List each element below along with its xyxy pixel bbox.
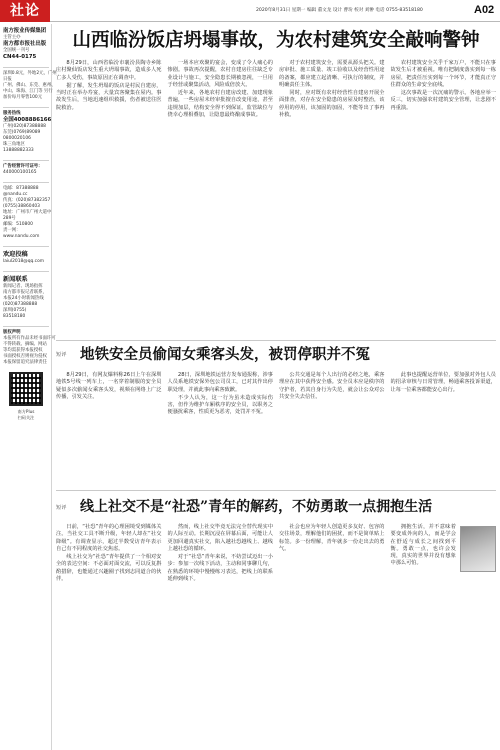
copyright-line: 书面授权否则视为侵权 [3,354,47,359]
paragraph: 然而，线上社交毕竟无法完全替代现实中的人际互动。长期沉浸在屏幕后面，可能让人更加回避真实社交，陷入越社恐越线上、越线上越社恐的循环。 [167,524,273,552]
paragraph: 28日，深圳地铁运营方发布通报称，涉事人员系地铁安保外包公司员工，已对其作出停职处理，并就此事向乘客致歉。 [167,372,273,393]
publisher-line: 南方都市报社出版 [3,41,47,47]
paragraph: 此事也提醒运营单位，要加强对外包人员的招录审核与日常管理，畅通乘客投诉渠道，让每一位乘客都能安心出行。 [390,372,496,393]
contact-line: 东莞(0769)89089 [3,130,41,135]
paragraph: 对于农村建筑安全，需要从源头把关。建房审批、施工质量、竣工验收以及经营性用途的备案，都应建立起清晰、可执行的制度，并明确责任主体。 [279,60,385,88]
address-line: 289号 [3,216,16,221]
submission-heading: 欢迎投稿 [3,251,28,258]
lead-body [56,60,496,360]
news-line: 南方都市报记者联系， [3,290,47,295]
qr-caption: 扫码关注 [17,414,35,420]
submission-info [3,250,49,265]
address-info [3,186,52,240]
paragraph: 不少人认为，这一行为虽未造成实际伤害，但作为维护车厢秩序的安全员，以职务之便骚扰乘客，性质更为恶劣，处罚并不冤。 [167,394,273,416]
author-photo [460,526,496,572]
article-third [80,496,496,523]
paragraph: 对于“社恐”青年来说，不妨尝试迈出一小步：参加一次线下活动，主动和同事聊几句，在熟悉的环境中慢慢练习表达，把线上的联系延伸到线下。 [167,554,273,583]
divider [3,67,49,68]
submission-email[interactable]: laiul2018@qq.com [3,259,45,264]
contact-line: 13888882333 [3,148,34,153]
copyright-heading: 版权声明 [3,330,21,335]
contact-line: 0800020106 [3,136,31,141]
text-column [391,372,497,484]
address-line: www.nandu.com [3,234,40,239]
second-body [56,372,496,484]
news-line: 本报24小时新闻热线 [3,296,44,301]
price-line: 广州、佛山、东莞、惠州、 [3,83,56,88]
copyright-line: 本报保留追究法律责任 [3,360,47,365]
address-line: 责一网： [3,228,21,233]
divider [3,326,49,327]
address-line: @nandu.cc [3,192,28,197]
text-column [391,60,497,360]
contact-heading: 服务热线 [3,111,21,116]
paragraph: 据了解，发生坍塌的饭店是村民自建房，当时正在举办寿宴，大量宾客聚集在屋内。事故发生后，当地迅速组织救援，伤者被送往医院救治。 [56,82,162,111]
divider [3,271,49,272]
paragraph: 日前，“社恐”青年的心理困境受到媒体关注。当社交工具不断升级，年轻人却在“社交降级”。有调查显示，超过半数受访青年表示自己有不同程度的社交焦虑。 [56,524,162,552]
paragraph: 农村建筑安全关乎千家万户，不能只在事故发生后才被重视。唯有把制度落实到每一栋房屋，把责任压实到每一个环节，才能真正守住群众的生命安全底线。 [390,60,496,88]
divider [3,160,49,161]
ad-license [3,164,49,176]
copyright-line: 等均需获得本报授权 [3,348,43,353]
page-number: A02 [474,4,495,16]
price-line: 中山、珠海、江门等 另行 [3,89,53,94]
paragraph: 社会也应为年轻人创造更多友好、包容的交往场景，理解他们的困扰，而不是简单贴上标签。多一份理解，青年就多一份走出去的勇气。 [279,524,385,552]
masthead [0,0,500,22]
paragraph: 8月29日，有网友爆料称26日上午在深圳地铁5号线一列车上，一名穿着制服的安全员疑似多次偷闻女乘客头发，视频在网络上广泛传播，引发关注。 [56,372,162,400]
news-line: 83518180 [3,314,26,319]
text-column [56,60,162,360]
contact-line: 全国4008886166 [3,117,52,123]
ad-license-heading: 广告经营许可证号： [3,164,43,169]
price-line: 深圳0.8元，外地2元，广州 [3,71,57,76]
paragraph: 8月29日，山西省临汾市襄汾县陶寺乡陈庄村聚仙饭店发生重大坍塌事故，造成多人死亡多人受伤，事故原因正在调查中。 [56,60,162,81]
divider [56,340,496,341]
address-line: (0755)38860403 [3,204,40,209]
publisher-line: 南方报业传媒集团 [3,28,47,34]
article-second [80,344,496,371]
address-line: 邮编：510800 [3,222,33,227]
text-column [279,60,385,360]
contact-line: 广州(020)87388888 [3,124,46,129]
news-line: 新闻记者、现场指挥 [3,284,43,289]
text-column [391,524,497,746]
article-lead [56,28,496,360]
news-line: 深圳(0755) [3,308,27,313]
text-column [168,60,274,360]
paragraph: 这次事故是一次沉痛的警示。各地应举一反三，切实加强农村建筑安全管理，让悲剧不再重演。 [390,90,496,111]
second-headline[interactable]: 地铁安全员偷闻女乘客头发，被罚停职并不冤 [80,346,370,363]
publisher-line: CN44-0175 [3,54,37,60]
paragraph: 拥抱生活，并不意味着要变成外向的人，而是学会在舒适与成长之间找到平衡。勇敢一点，也许会发现，真实的世界并没有想象中那么可怕。 [390,524,456,567]
copyright-line: 不得转载、摘编、网站 [3,342,47,347]
copyright-line: 本报所有作品未经书面许可 [3,336,56,341]
paragraph: 近年来，各地农村自建房改建、加建现象普遍，一些房屋未经审批擅自改变用途，甚至违规加层，结构安全得不到保证。监管缺位与侥幸心理相叠加，让隐患最终酿成事故。 [167,90,273,119]
news-line: (020)87388888 [3,302,38,307]
text-column [168,372,274,484]
divider [3,182,49,183]
section-title: 社论 [0,0,50,22]
text-column [279,524,385,746]
publisher-line: 主管主办 [3,35,21,40]
text-column [168,524,274,746]
paragraph: 线上社交为“社恐”青年提供了一个相对安全的表达空间：不必面对面交流，可以反复斟酌措辞，也能通过兴趣圈子找到志同道合的伙伴。 [56,554,162,583]
copyright-notice [3,330,56,366]
divider [3,246,49,247]
paragraph: 公共交通是每个人出行的必经之地，乘客理应在其中获得安全感。安全员本应是秩序的守护者，若其自身行为失范，就会让公众对公共安全失去信任。 [279,372,385,400]
contact-info [3,111,52,154]
divider [56,490,496,491]
text-column [56,372,162,484]
qr-code-icon[interactable] [9,372,43,406]
paragraph: 同时，应对既有农村经营性自建房开展全面排查，对存在安全隐患的房屋及时整治，该停用的停用，该加固的加固，不能等出了事再补救。 [279,90,385,119]
divider [3,107,49,108]
publisher-line: 全国统一刊号 [3,48,30,53]
contact-line: 珠三角地区 [3,142,25,147]
paragraph: 一场本应欢聚的宴会，变成了令人痛心的惨剧。事故再次提醒，农村自建房往往缺乏专业设计与施工，安全隐患长期被忽视，一旦用于经营或聚集活动，风险成倍放大。 [167,60,273,88]
news-heading: 新闻联系 [3,276,28,283]
news-contact [3,275,49,320]
address-line: 地址：广州市广州大道中 [3,210,52,215]
ad-license-line: 440000100165 [3,170,37,175]
address-line: 电邮：87388888 [3,186,39,191]
date-line: 2020年8月31日 星期一 编辑 董文龙 设计 曹玢 校对 刘翀 电话 0755-83518180 [256,8,423,13]
text-column [56,524,162,746]
third-headline[interactable]: 线上社交不是“社恐”青年的解药，不妨勇敢一点拥抱生活 [80,499,433,515]
text-column [279,372,385,484]
publisher-info [3,28,49,61]
price-info [3,71,57,101]
lead-headline[interactable]: 山西临汾饭店坍塌事故，为农村建筑安全敲响警钟 [72,30,480,51]
price-line: 日报 [3,77,12,82]
article-tag: 短评 [56,505,67,511]
qr-caption: 南方Plus [17,409,35,414]
article-tag: 短评 [56,352,67,358]
sidebar [0,24,57,750]
third-body [56,524,496,746]
address-line: 传真：(020)87382357 [3,198,51,203]
price-line: 加价每月零售100元 [3,95,43,100]
